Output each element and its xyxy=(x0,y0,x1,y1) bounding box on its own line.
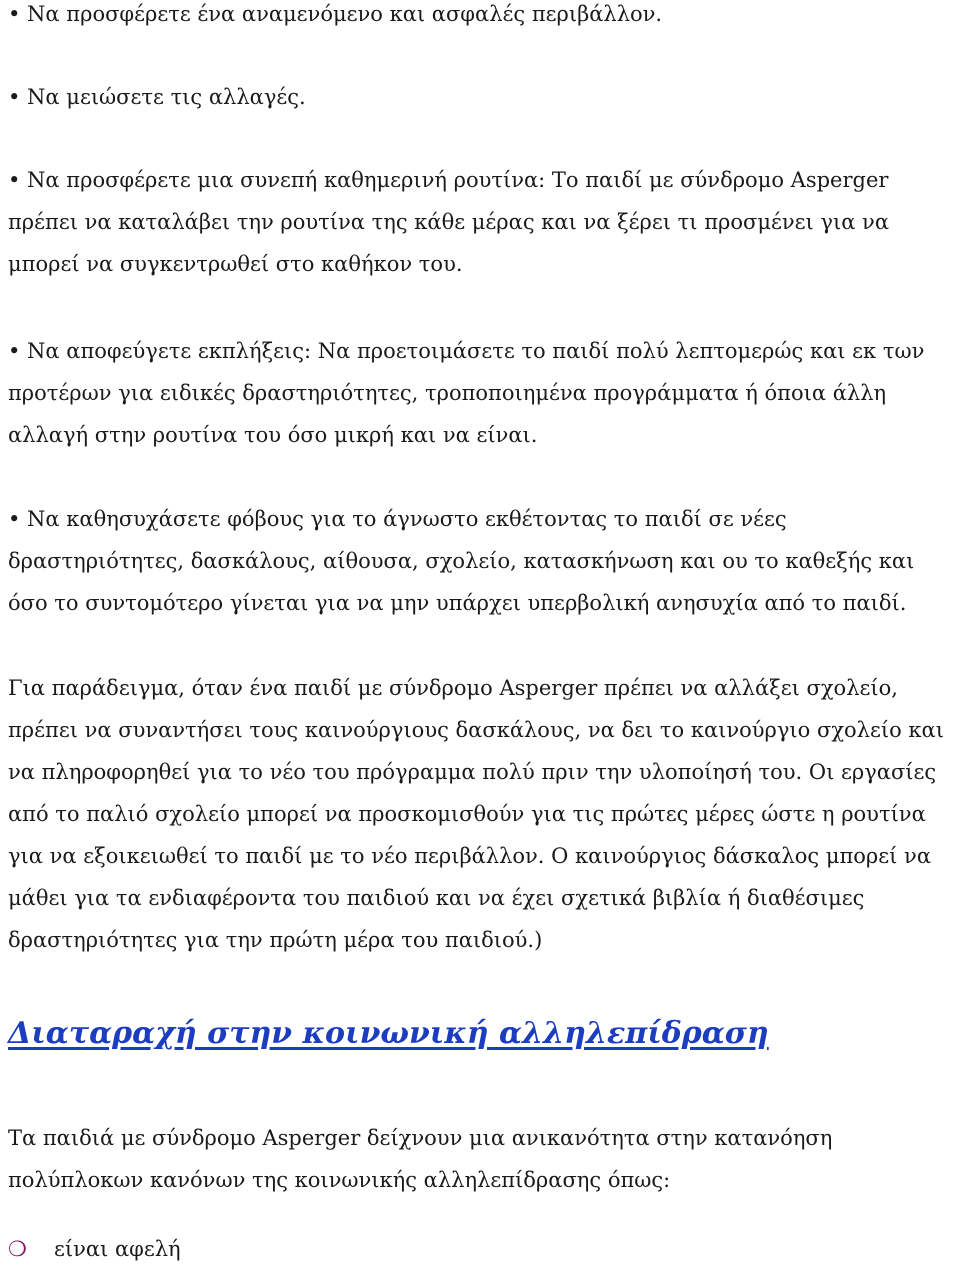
list-item xyxy=(8,1228,181,1270)
bullet-paragraph: • Να προσφέρετε μια συνεπή καθημερινή ρουτίνα: Το παιδί με σύνδρομο Asperger πρέπει να καταλάβει την ρουτίνα της κάθε μέρας και να ξέρει τι προσμένει για να μπορεί να συγκεντρωθεί στο καθήκον του. xyxy=(8,168,890,276)
list-item-label: είναι αφελή xyxy=(54,1237,181,1261)
example-paragraph: Για παράδειγμα, όταν ένα παιδί με σύνδρομο Asperger πρέπει να αλλάξει σχολείο, πρέπει να συναντήσει τους καινούργιους δασκάλους, να δει το καινούργιο σχολείο και να πληροφορηθεί για το νέο του πρόγραμμα πολύ πριν την υλοποίησή του. Οι εργασίες από το παλιό σχολείο μπορεί να προσκομισθούν για τις πρώτες μέρες ώστε η ρουτίνα για να εξοικειωθεί το παιδί με το νέο περιβάλλον. Ο καινούργιος δάσκαλος μπορεί να μάθει για τα ενδιαφέροντα του παιδιού και να έχει σχετικά βιβλία ή διαθέσιμες δραστηριότητες για την πρώτη μέρα του παιδιού.) xyxy=(8,676,944,952)
bullet-paragraph: • Να αποφεύγετε εκπλήξεις: Να προετοιμάσετε το παιδί πολύ λεπτομερώς και εκ των προτέρων για ειδικές δραστηριότητες, τροποποιημένα προγράμματα ή όποια άλλη αλλαγή στην ρουτίνα του όσο μικρή και να είναι. xyxy=(8,339,925,447)
bullet-paragraph: • Να μειώσετε τις αλλαγές. xyxy=(8,85,306,109)
section-heading: Διαταραχή στην κοινωνική αλληλεπίδραση xyxy=(8,1016,769,1051)
bullet-paragraph: • Να καθησυχάσετε φόβους για το άγνωστο εκθέτοντας το παιδί σε νέες δραστηριότητες, δασκάλους, αίθουσα, σχολείο, κατασκήνωση και ου το καθεξής και όσο το συντομότερο γίνεται για να μην υπάρχει υπερβολική ανησυχία από το παιδί. xyxy=(8,507,915,615)
circle-bullet-icon: ❍ xyxy=(8,1237,27,1261)
bullet-paragraph: • Να προσφέρετε ένα αναμενόμενο και ασφαλές περιβάλλον. xyxy=(8,2,663,26)
intro-paragraph: Τα παιδιά με σύνδρομο Asperger δείχνουν μια ανικανότητα στην κατανόηση πολύπλοκων κανόνων της κοινωνικής αλληλεπίδρασης όπως: xyxy=(8,1126,833,1192)
